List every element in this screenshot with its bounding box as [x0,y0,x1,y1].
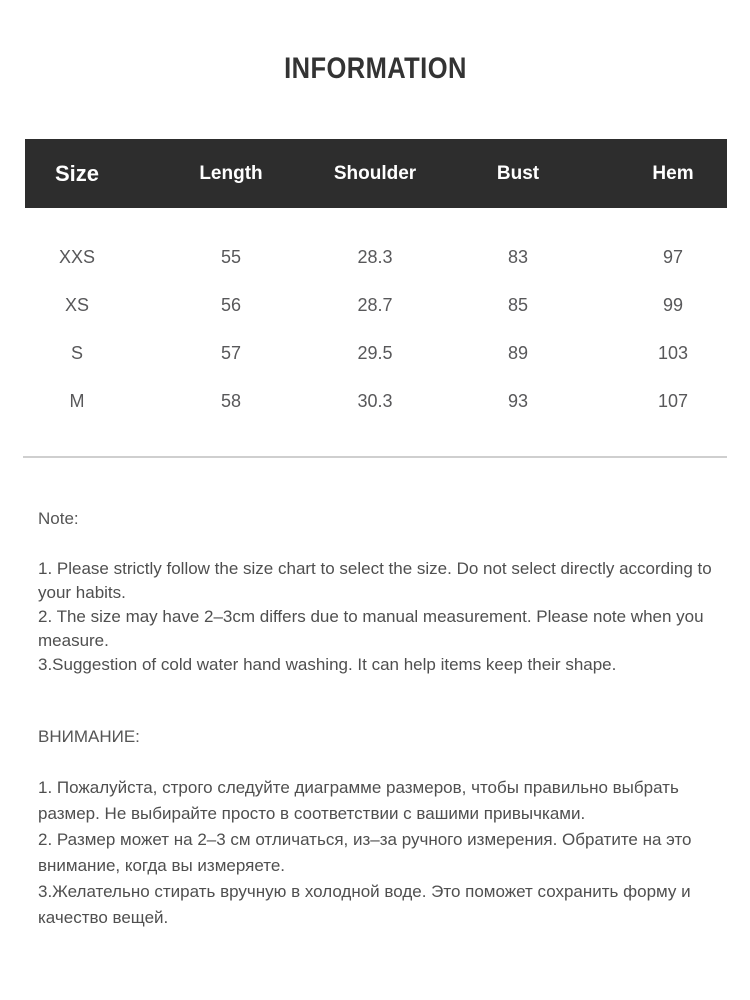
cell-length: 55 [220,246,242,267]
note-item: 3.Suggestion of cold water hand washing. It can help items keep their shape. [38,655,617,674]
section-divider [23,456,727,458]
table-row-xs [25,281,727,329]
page-title [0,52,750,86]
cell-bust: 85 [507,294,529,315]
note-section-english [38,509,714,677]
cell-shoulder: 28.7 [357,294,393,315]
cell-hem: 99 [662,294,684,315]
cell-length: 58 [220,390,242,411]
cell-length: 56 [220,294,242,315]
note-item: 1. Please strictly follow the size chart to select the size. Do not select directly according to your habits. [38,559,712,602]
column-header-length: Length [199,162,263,184]
note-item: 2. The size may have 2–3cm differs due to manual measurement. Please note when you measure. [38,607,704,650]
cell-shoulder: 30.3 [357,390,393,411]
size-table-body [25,208,727,425]
size-table [25,139,727,425]
cell-hem: 103 [657,342,689,363]
note-body-english [38,557,714,677]
note-item: 1. Пожалуйста, строго следуйте диаграмме размеров, чтобы правильно выбрать размер. Не выбирайте просто в соответствии с вашими привычками. [38,778,679,823]
note-heading-english: Note: [38,509,79,528]
cell-size: M [69,390,85,411]
cell-size: XS [64,294,89,315]
page-title-text: INFORMATION [283,52,467,85]
cell-size: S [70,342,83,363]
column-header-size: Size [54,160,100,186]
note-item: 2. Размер может на 2–3 см отличаться, из–за ручного измерения. Обратите на это внимание, когда вы измеряете. [38,830,692,875]
note-section-russian [38,727,714,931]
note-item: 3.Желательно стирать вручную в холодной воде. Это поможет сохранить форму и качество вещей. [38,882,691,927]
cell-bust: 89 [507,342,529,363]
size-table-header-row [25,139,727,208]
table-row-m [25,377,727,425]
note-heading-russian: ВНИМАНИЕ: [38,727,140,746]
cell-bust: 83 [507,246,529,267]
table-row-xxs [25,233,727,281]
column-header-bust: Bust [496,162,540,184]
cell-size: XXS [58,246,96,267]
table-row-s [25,329,727,377]
cell-hem: 107 [657,390,689,411]
column-header-hem: Hem [652,162,694,184]
cell-shoulder: 29.5 [357,342,393,363]
cell-bust: 93 [507,390,529,411]
cell-length: 57 [220,342,242,363]
cell-shoulder: 28.3 [357,246,393,267]
cell-hem: 97 [662,246,684,267]
column-header-shoulder: Shoulder [333,162,417,184]
note-body-russian [38,775,714,931]
